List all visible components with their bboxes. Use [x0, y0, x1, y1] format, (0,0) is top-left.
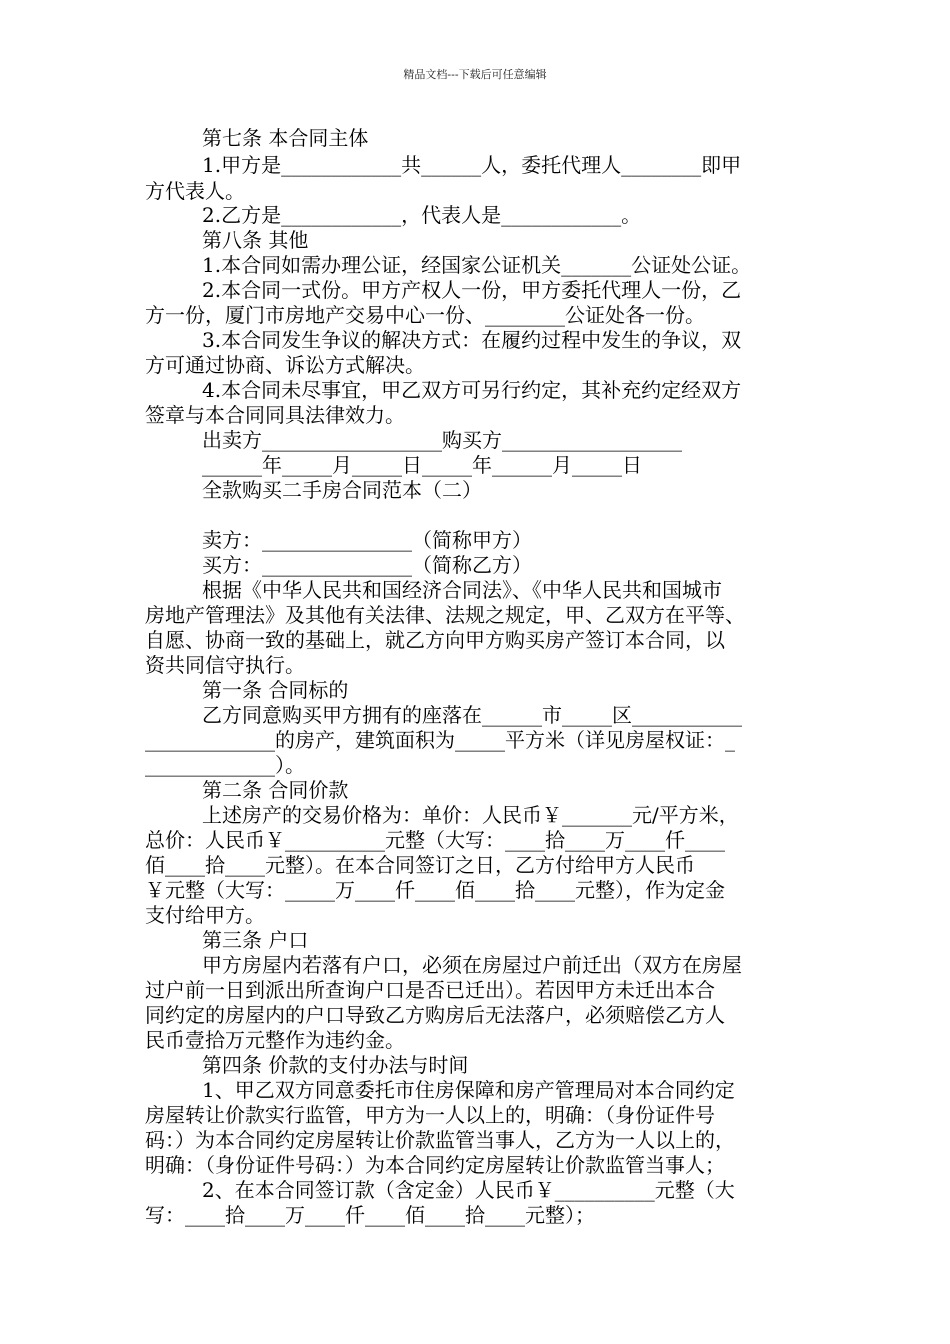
- paragraph-line: 明确：（身份证件号码：）为本合同约定房屋转让价款监管当事人；: [145, 1153, 725, 1177]
- paragraph-line: 4.本合同未尽事宜，甲乙双方可另行约定，其补充约定经双方: [202, 378, 742, 402]
- date-line: ______年_____月_____日_____年______月_____日: [202, 453, 642, 477]
- paragraph-line: 3.本合同发生争议的解决方式：在履约过程中发生的争议，双: [202, 328, 742, 352]
- paragraph-line: 写：____拾____万____仟____佰____拾____元整）；: [145, 1203, 595, 1227]
- paragraph-line: 资共同信守执行。: [145, 653, 305, 677]
- signature-line: 出卖方__________________购买方__________________: [202, 428, 682, 452]
- paragraph-line: 方一份，厦门市房地产交易中心一份、________公证处各一份。: [145, 303, 705, 327]
- paragraph-line: 码：）为本合同约定房屋转让价款监管当事人，乙方为一人以上的，: [145, 1128, 735, 1152]
- paragraph-line: 1、甲乙双方同意委托市住房保障和房产管理局对本合同约定: [202, 1078, 735, 1102]
- paragraph-line: 2、在本合同签订款（含定金）人民币￥__________元整（大: [202, 1178, 735, 1202]
- section-heading: 第八条 其他: [202, 228, 309, 252]
- paragraph-line: 甲方房屋内若落有户口，必须在房屋过户前迁出（双方在房屋: [202, 953, 742, 977]
- party-line-buyer: 买方：_______________（简称乙方）: [202, 553, 532, 577]
- paragraph-line: 1.甲方是____________共______人，委托代理人________即甲: [202, 153, 742, 177]
- party-line-seller: 卖方：_______________（简称甲方）: [202, 528, 532, 552]
- page-header: 精品文档---下载后可任意编辑: [403, 68, 547, 81]
- section-heading: 第二条 合同价款: [202, 778, 349, 802]
- paragraph-line: _____________）。: [145, 753, 305, 777]
- paragraph-line: 2.乙方是____________，代表人是____________。: [202, 203, 642, 227]
- paragraph-line: ￥元整（大写：_____万____仟____佰____拾____元整），作为定金: [145, 878, 725, 902]
- section-heading: 第一条 合同标的: [202, 678, 349, 702]
- paragraph-line: 支付给甲方。: [145, 903, 265, 927]
- paragraph-line: 过户前一日到派出所查询户口是否已迁出）。若因甲方未迁出本合: [145, 978, 715, 1002]
- paragraph-line: 自愿、协商一致的基础上，就乙方向甲方购买房产签订本合同，以: [145, 628, 725, 652]
- paragraph-line: 房地产管理法》及其他有关法律、法规之规定，甲、乙双方在平等、: [145, 603, 745, 627]
- paragraph-line: _____________的房产，建筑面积为_____平方米（详见房屋权证：_: [145, 728, 735, 752]
- section-heading: 第四条 价款的支付办法与时间: [202, 1053, 469, 1077]
- paragraph-line: 总价：人民币￥__________元整（大写：____拾____万____仟____: [145, 828, 725, 852]
- paragraph-line: 签章与本合同同具法律效力。: [145, 403, 405, 427]
- paragraph-line: 佰____拾____元整）。在本合同签订之日，乙方付给甲方人民币: [145, 853, 695, 877]
- paragraph-line: 1.本合同如需办理公证，经国家公证机关_______公证处公证。: [202, 253, 752, 277]
- paragraph-line: 乙方同意购买甲方拥有的座落在______市_____区___________: [202, 703, 742, 727]
- paragraph-line: 房屋转让价款实行监管，甲方为一人以上的，明确：（身份证件号: [145, 1103, 715, 1127]
- section-heading: 第七条 本合同主体: [202, 126, 369, 150]
- paragraph-line: 2.本合同一式份。甲方产权人一份，甲方委托代理人一份，乙: [202, 278, 742, 302]
- paragraph-line: 根据《中华人民共和国经济合同法》、《中华人民共和国城市: [202, 578, 722, 602]
- document-title: 全款购买二手房合同范本（二）: [202, 478, 482, 502]
- paragraph-line: 同约定的房屋内的户口导致乙方购房后无法落户，必须赔偿乙方人: [145, 1003, 725, 1027]
- section-heading: 第三条 户口: [202, 928, 309, 952]
- paragraph-line: 民币壹拾万元整作为违约金。: [145, 1028, 405, 1052]
- paragraph-line: 方可通过协商、诉讼方式解决。: [145, 353, 425, 377]
- paragraph-line: 方代表人。: [145, 179, 245, 203]
- paragraph-line: 上述房产的交易价格为：单价：人民币￥_______元/平方米，: [202, 803, 739, 827]
